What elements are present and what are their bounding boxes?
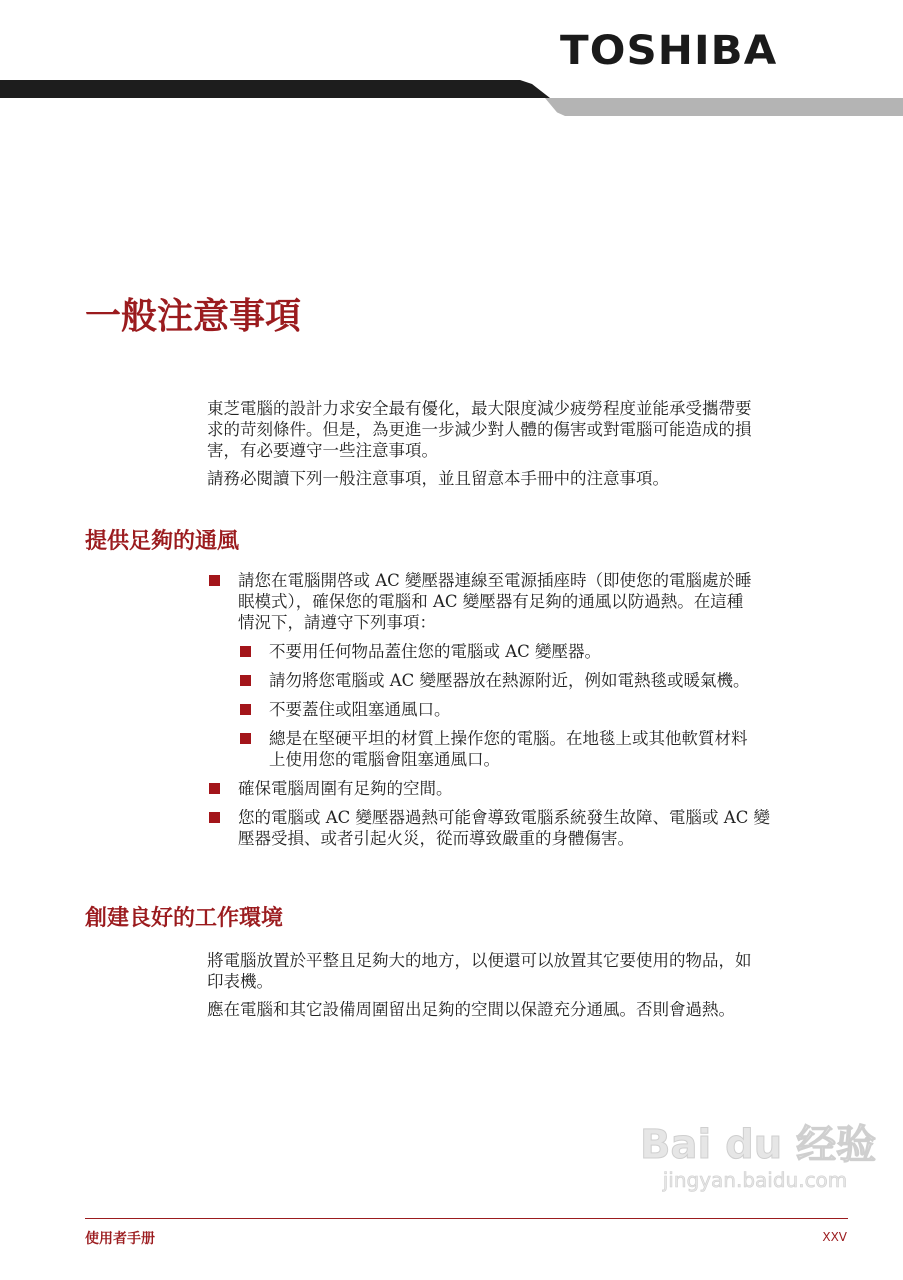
intro	[207, 398, 852, 496]
intro-paragraph-1	[207, 398, 852, 461]
section-heading-work-environment: 創建良好的工作環境	[85, 906, 284, 931]
bullet-square-icon	[240, 646, 251, 657]
text-line: 請務必閱讀下列一般注意事項，並且留意本手冊中的注意事項。	[207, 469, 669, 488]
watermark-brand: Bai du 经验	[640, 1122, 877, 1168]
sub-list-item	[238, 699, 852, 720]
page-number: XXV	[822, 1230, 847, 1244]
text-line: 情況下，請遵守下列事項：	[238, 613, 436, 632]
text-line: 不要蓋住或阻塞通風口。	[269, 700, 451, 719]
sub-list-item	[238, 670, 852, 691]
text-line: 上使用您的電腦會阻塞通風口。	[269, 750, 500, 769]
bullet-square-icon	[209, 812, 220, 823]
text-line: 應在電腦和其它設備周圍留出足夠的空間以保證充分通風。否則會過熱。	[207, 1000, 735, 1019]
ventilation-list	[207, 570, 852, 857]
paragraph	[207, 950, 852, 992]
list-item	[207, 807, 852, 849]
text-line: 害，有必要遵守一些注意事項。	[207, 441, 438, 460]
toshiba-logo: TOSHIBA	[560, 28, 778, 74]
footer-divider	[85, 1218, 848, 1219]
text-line: 東芝電腦的設計力求安全最有優化，最大限度減少疲勞程度並能承受攜帶要	[207, 399, 752, 418]
header-band-dark	[0, 80, 550, 98]
bullet-square-icon	[240, 675, 251, 686]
baidu-watermark	[640, 1122, 877, 1192]
text-line: 請您在電腦開啓或 AC 變壓器連線至電源插座時（即使您的電腦處於睡	[238, 571, 752, 590]
text-line: 將電腦放置於平整且足夠大的地方，以便還可以放置其它要使用的物品，如	[207, 951, 752, 970]
text-line: 眠模式），確保您的電腦和 AC 變壓器有足夠的通風以防過熱。在這種	[238, 592, 744, 611]
section-heading-ventilation: 提供足夠的通風	[85, 529, 240, 554]
text-line: 總是在堅硬平坦的材質上操作您的電腦。在地毯上或其他軟質材料	[269, 729, 748, 748]
work-environment-text	[207, 950, 852, 1027]
text-line: 不要用任何物品蓋住您的電腦或 AC 變壓器。	[269, 642, 602, 661]
text-line: 請勿將您電腦或 AC 變壓器放在熱源附近，例如電熱毯或暖氣機。	[269, 671, 750, 690]
bullet-square-icon	[209, 575, 220, 586]
text-line: 壓器受損、或者引起火災，從而導致嚴重的身體傷害。	[238, 829, 634, 848]
bullet-square-icon	[209, 783, 220, 794]
bullet-square-icon	[240, 733, 251, 744]
text-line: 您的電腦或 AC 變壓器過熱可能會導致電腦系統發生故障、電腦或 AC 變	[238, 808, 771, 827]
watermark-url: jingyan.baidu.com	[662, 1168, 848, 1192]
list-item	[207, 570, 852, 633]
sub-list-item	[238, 728, 852, 770]
page-title: 一般注意事項	[85, 296, 302, 337]
text-line: 印表機。	[207, 972, 273, 991]
bullet-square-icon	[240, 704, 251, 715]
list-item	[207, 778, 852, 799]
header-band-gray	[545, 98, 903, 116]
footer-manual-title: 使用者手册	[85, 1231, 155, 1247]
sub-list-item	[238, 641, 852, 662]
paragraph	[207, 999, 852, 1020]
text-line: 求的苛刻條件。但是，為更進一步減少對人體的傷害或對電腦可能造成的損	[207, 420, 752, 439]
intro-paragraph-2	[207, 468, 852, 489]
text-line: 確保電腦周圍有足夠的空間。	[238, 779, 453, 798]
